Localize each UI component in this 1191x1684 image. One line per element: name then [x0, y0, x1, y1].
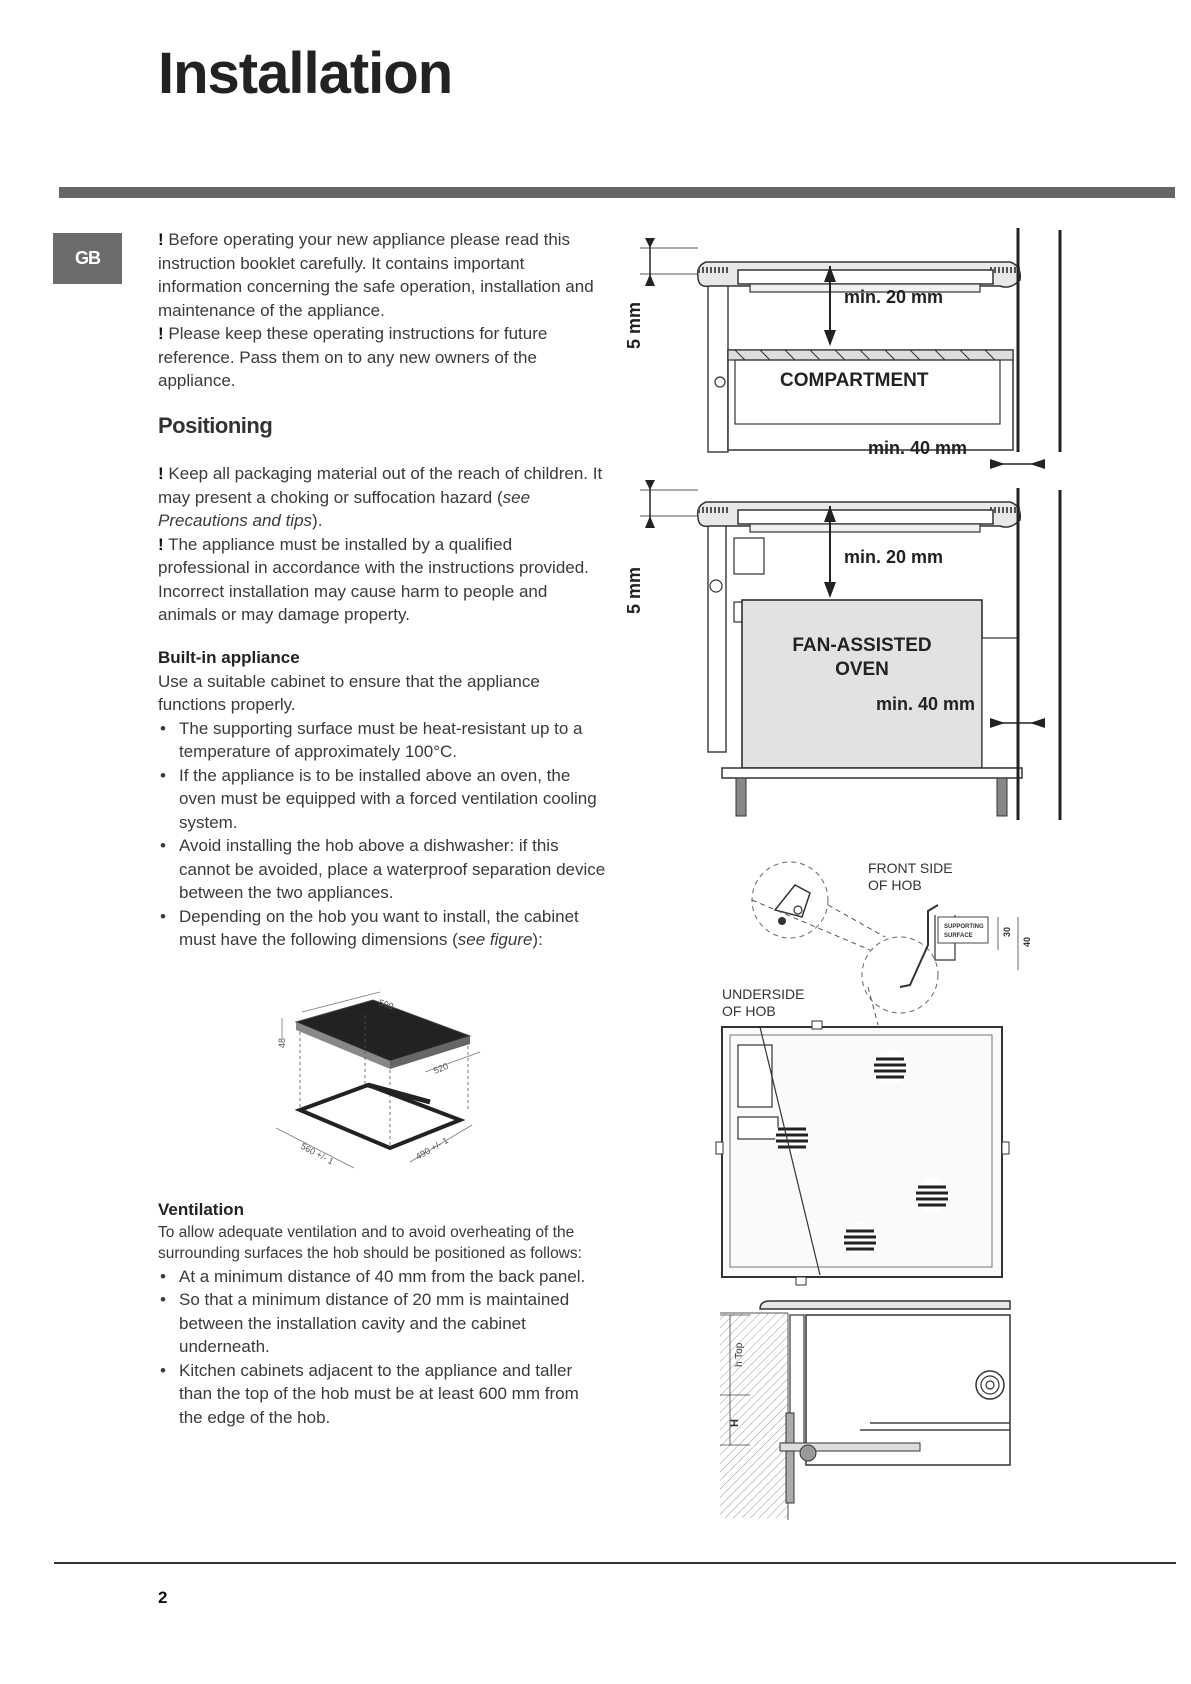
cabinet-base	[722, 768, 1022, 778]
dim-40: 40	[1022, 936, 1032, 947]
warning-icon: !	[158, 230, 164, 249]
warning-icon: !	[158, 464, 164, 483]
cutout-edge	[368, 1085, 430, 1102]
h-top-label: h Top	[734, 1342, 745, 1367]
positioning-paragraph-1: ! Keep all packaging material out of the reach of children. It may present a choking or suffocation hazard (see Precautions and tips).	[158, 464, 603, 530]
oven-rear-panel	[982, 638, 1018, 768]
clip-profile-icon	[900, 905, 938, 987]
bracket-nut-icon	[800, 1445, 816, 1461]
page-number: 2	[158, 1588, 168, 1607]
screw-icon	[778, 917, 786, 925]
underside-label: UNDERSIDE	[722, 986, 805, 1002]
footer-rule	[54, 1562, 1176, 1564]
warning-icon: !	[158, 534, 164, 554]
fan-grille-icon	[775, 1120, 809, 1154]
compartment-label: COMPARTMENT	[780, 370, 929, 391]
clip-marker	[796, 1277, 806, 1285]
list-item: • So that a minimum distance of 20 mm is maintained between the installation cavity and the cabinet underneath.	[158, 1288, 606, 1359]
underside-diagram	[710, 855, 1060, 1290]
ventilation-intro: To allow adequate ventilation and to avoid overheating of the surrounding surfaces the hob should be positioned as follows:	[158, 1223, 582, 1262]
hob-element-icon	[976, 1371, 1004, 1399]
dim-590: 590	[377, 997, 395, 1012]
min-20-label: min. 20 mm	[844, 547, 944, 567]
of-hob-label: OF HOB	[722, 1003, 776, 1019]
supporting-label: SUPPORTING	[944, 924, 984, 930]
arrow-head-down-icon	[824, 582, 836, 598]
oven-box	[742, 600, 982, 768]
list-item: • The supporting surface must be heat-resistant up to a temperature of approximately 100°C.	[158, 717, 606, 764]
cutout-outline	[300, 1085, 460, 1148]
fan-grille-icon	[873, 1050, 907, 1084]
oven-label: OVEN	[835, 659, 889, 680]
compartment-box	[728, 350, 1013, 450]
clip-marker	[812, 1021, 822, 1029]
5-mm-label: 5 mm	[624, 566, 644, 614]
arrow-head-right-icon	[990, 459, 1005, 469]
clip-marker	[716, 1142, 723, 1154]
list-item: • Avoid installing the hob above a dishwasher: if this cannot be avoided, place a waterproof separation device between the two appliances.	[158, 834, 606, 905]
hob-glass	[760, 1301, 1010, 1309]
component-box	[738, 1117, 778, 1139]
arrow-head-left-icon	[1030, 459, 1045, 469]
leader-line	[828, 905, 885, 937]
front-side-label: FRONT SIDE	[868, 860, 953, 876]
h-label: H	[729, 1419, 741, 1427]
surface-label: SURFACE	[944, 933, 973, 939]
cabinet-foot	[997, 778, 1007, 816]
list-item: • If the appliance is to be installed above an oven, the oven must be equipped with a forced ventilation cooling system.	[158, 764, 606, 835]
list-item: • Kitchen cabinets adjacent to the appliance and taller than the top of the hob must be at least 600 mm from the edge of the hob.	[158, 1359, 606, 1430]
cabinet-front-panel	[708, 267, 728, 452]
built-in-intro: Use a suitable cabinet to ensure that the appliance functions properly.	[158, 671, 540, 714]
knob-icon	[710, 580, 722, 592]
figure-reference: see figure	[457, 930, 533, 949]
cabinet-foot	[736, 778, 746, 816]
compartment-diagram	[624, 230, 1080, 480]
arrow-head-left-icon	[1030, 718, 1045, 728]
language-tab: GB	[53, 233, 122, 284]
fan-grille-icon	[843, 1222, 877, 1256]
built-in-heading: Built-in appliance	[158, 648, 300, 667]
of-hob-label: OF HOB	[868, 877, 922, 893]
compartment-lid	[728, 350, 1013, 360]
dim-520: 520	[432, 1060, 450, 1076]
dim-48: 48	[277, 1037, 287, 1048]
supporting-surface-box	[938, 917, 988, 943]
ventilation-list	[158, 1265, 606, 1430]
oven-vent-box	[734, 538, 764, 574]
cutout-dimension-figure	[270, 990, 490, 1175]
dim-30: 30	[1002, 926, 1012, 937]
dim-560: 560 +/- 1	[299, 1140, 336, 1167]
ventilation-heading: Ventilation	[158, 1200, 244, 1219]
dim-490: 490 +/- 1	[414, 1135, 450, 1162]
list-item: • At a minimum distance of 40 mm from the back panel.	[158, 1265, 606, 1289]
page-title: Installation	[158, 41, 453, 106]
arrow-head-up-icon	[645, 274, 655, 286]
hob-body	[738, 270, 993, 284]
arrow-head-down-icon	[645, 238, 655, 248]
arrow-head-down-icon	[824, 330, 836, 346]
list-item: • Depending on the hob you want to install, the cabinet must have the following dimensions (see figure):	[158, 905, 606, 952]
precautions-reference: see Precautions and tips	[158, 487, 531, 530]
screw-icon	[794, 906, 802, 914]
section-diagram	[710, 1295, 1010, 1525]
arrow-head-down-icon	[645, 480, 655, 490]
intro-section	[158, 228, 606, 393]
intro-paragraph-2: ! Please keep these operating instructions for future reference. Pass them on to any new owners of the appliance.	[158, 324, 548, 390]
built-in-section	[158, 646, 606, 952]
clip-marker	[1002, 1142, 1009, 1154]
fan-grille-icon	[915, 1178, 949, 1212]
positioning-heading: Positioning	[158, 413, 273, 438]
positioning-section	[158, 462, 606, 627]
warning-icon: !	[158, 324, 164, 343]
knob-icon	[715, 377, 725, 387]
header-rule	[59, 187, 1175, 198]
leader-line	[752, 900, 870, 950]
min-40-label: min. 40 mm	[868, 438, 968, 458]
hob-body	[738, 510, 993, 524]
built-in-list	[158, 717, 606, 952]
cabinet-front-panel	[708, 520, 726, 752]
arrow-head-up-icon	[645, 516, 655, 528]
fixing-screw	[786, 1413, 794, 1503]
ventilation-section	[158, 1198, 606, 1429]
5-mm-label: 5 mm	[624, 301, 644, 349]
positioning-paragraph-2: ! The appliance must be installed by a qualified professional in accordance with the instructions provided. Incorrect installation may cause harm to people and animals or may damage property.	[158, 534, 589, 624]
oven-diagram	[624, 490, 1080, 830]
fan-assisted-label: FAN-ASSISTED	[792, 635, 932, 656]
intro-paragraph-1: ! Before operating your new appliance please read this instruction booklet carefully. It contains important information concerning the safe operation, installation and maintenance of the appliance.	[158, 230, 594, 320]
min-40-label: min. 40 mm	[876, 694, 976, 714]
hob-underside	[750, 524, 980, 532]
min-20-label: min. 20 mm	[844, 287, 944, 307]
leader-line	[868, 987, 878, 1025]
